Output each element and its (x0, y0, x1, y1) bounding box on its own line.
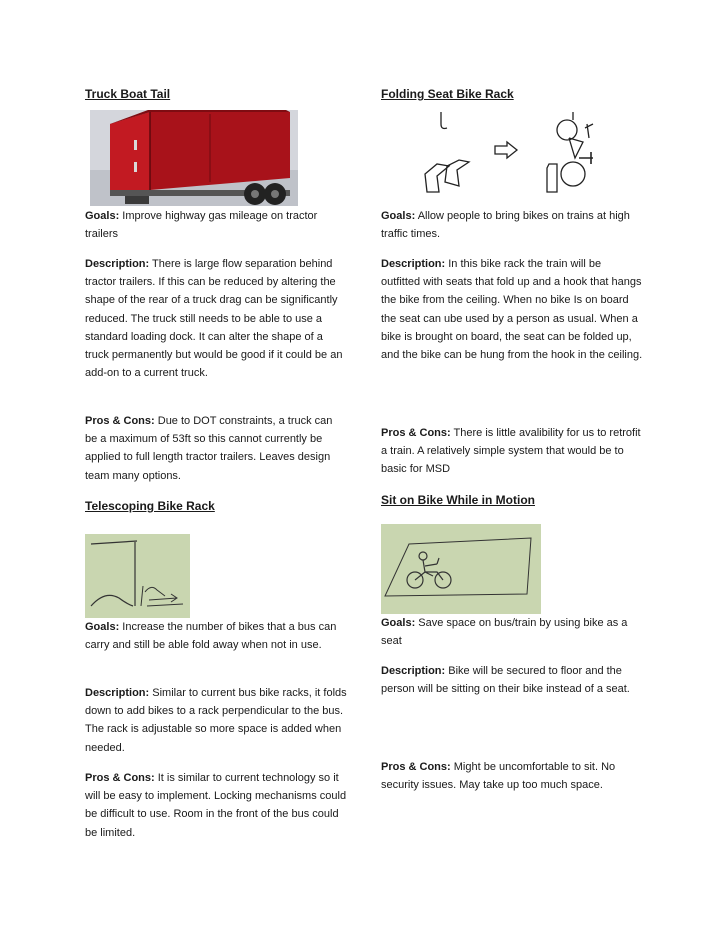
folding-description (381, 255, 643, 364)
sit-pros-cons-text: Might be uncomfortable to sit. No security issues. May take up too much space. (381, 761, 616, 792)
folding-seat-bike-rack-heading: Folding Seat Bike Rack (381, 87, 514, 101)
sit-pros-cons (381, 758, 643, 794)
telescoping-description (85, 684, 347, 757)
folding-goals (381, 207, 643, 243)
telescoping-bike-rack-sketch (85, 534, 190, 618)
truck-goals-text: Improve highway gas mileage on tractor trailers (85, 210, 318, 241)
truck-goals (85, 207, 347, 243)
folding-pros-cons (381, 424, 643, 479)
truck-description-text: There is large flow separation behind tractor trailers. If this can be reduced by altering the shape of the rear of a truck drag can be significantly reduced. The truck still needs to be able to use a standard loading dock. It can alter the shape of a truck permanently but would be good if it could be an add-on to a current truck. (85, 258, 343, 380)
folding-pros-cons-text: There is little avalibility for us to retrofit a train. A relatively simple system that would be to basic for MSD (381, 427, 641, 476)
sit-on-bike-sketch (381, 524, 541, 614)
truck-pros-cons-text: Due to DOT constraints, a truck can be a maximum of 53ft so this cannot currently be applied to full length tractor trailers. Leaves design team many options. (85, 415, 333, 482)
sit-pros-cons-label: Pros & Cons: (381, 761, 451, 773)
telescoping-goals-label: Goals: (85, 621, 120, 633)
sit-goals (381, 614, 643, 650)
sit-goals-text: Save space on bus/train by using bike as a seat (381, 617, 628, 648)
truck-goals-label: Goals: (85, 210, 120, 222)
telescoping-bike-rack-heading: Telescoping Bike Rack (85, 499, 215, 513)
folding-seat-bike-rack-sketch (423, 108, 643, 198)
sit-goals-label: Goals: (381, 617, 416, 629)
truck-description (85, 255, 347, 382)
sit-on-bike-heading: Sit on Bike While in Motion (381, 493, 535, 507)
telescoping-pros-cons (85, 769, 347, 842)
truck-boat-tail-heading: Truck Boat Tail (85, 87, 171, 101)
telescoping-goals-text: Increase the number of bikes that a bus can carry and still be able fold away when not in use. (85, 621, 337, 652)
folding-goals-label: Goals: (381, 210, 416, 222)
truck-pros-cons-label: Pros & Cons: (85, 415, 155, 427)
folding-description-text: In this bike rack the train will be outfitted with seats that fold up and a hook that hangs the bike from the ceiling. When no bike Is on board the seat can ube used by a person as usual. When a bike is brought on board, the seat can be folded up, and the bike can be hung from the hook in the ceiling. (381, 258, 643, 362)
telescoping-pros-cons-label: Pros & Cons: (85, 772, 155, 784)
sit-description-label: Description: (381, 665, 446, 677)
telescoping-description-text: Similar to current bus bike racks, it folds down to add bikes to a rack perpendicular to the bus. The rack is adjustable so more space is added when needed. (85, 687, 347, 754)
telescoping-pros-cons-text: It is similar to current technology so it will be easy to implement. Locking mechanisms could be difficult to use. Room in the front of the bus could be limited. (85, 772, 347, 839)
sit-description-text: Bike will be secured to floor and the person will be sitting on their bike instead of a seat. (381, 665, 630, 696)
telescoping-goals (85, 618, 347, 654)
folding-description-label: Description: (381, 258, 446, 270)
truck-description-label: Description: (85, 258, 150, 270)
sit-description (381, 662, 643, 698)
telescoping-description-label: Description: (85, 687, 150, 699)
truck-boat-tail-image (90, 110, 298, 206)
truck-pros-cons (85, 412, 347, 485)
folding-goals-text: Allow people to bring bikes on trains at high traffic times. (381, 210, 630, 241)
folding-pros-cons-label: Pros & Cons: (381, 427, 451, 439)
